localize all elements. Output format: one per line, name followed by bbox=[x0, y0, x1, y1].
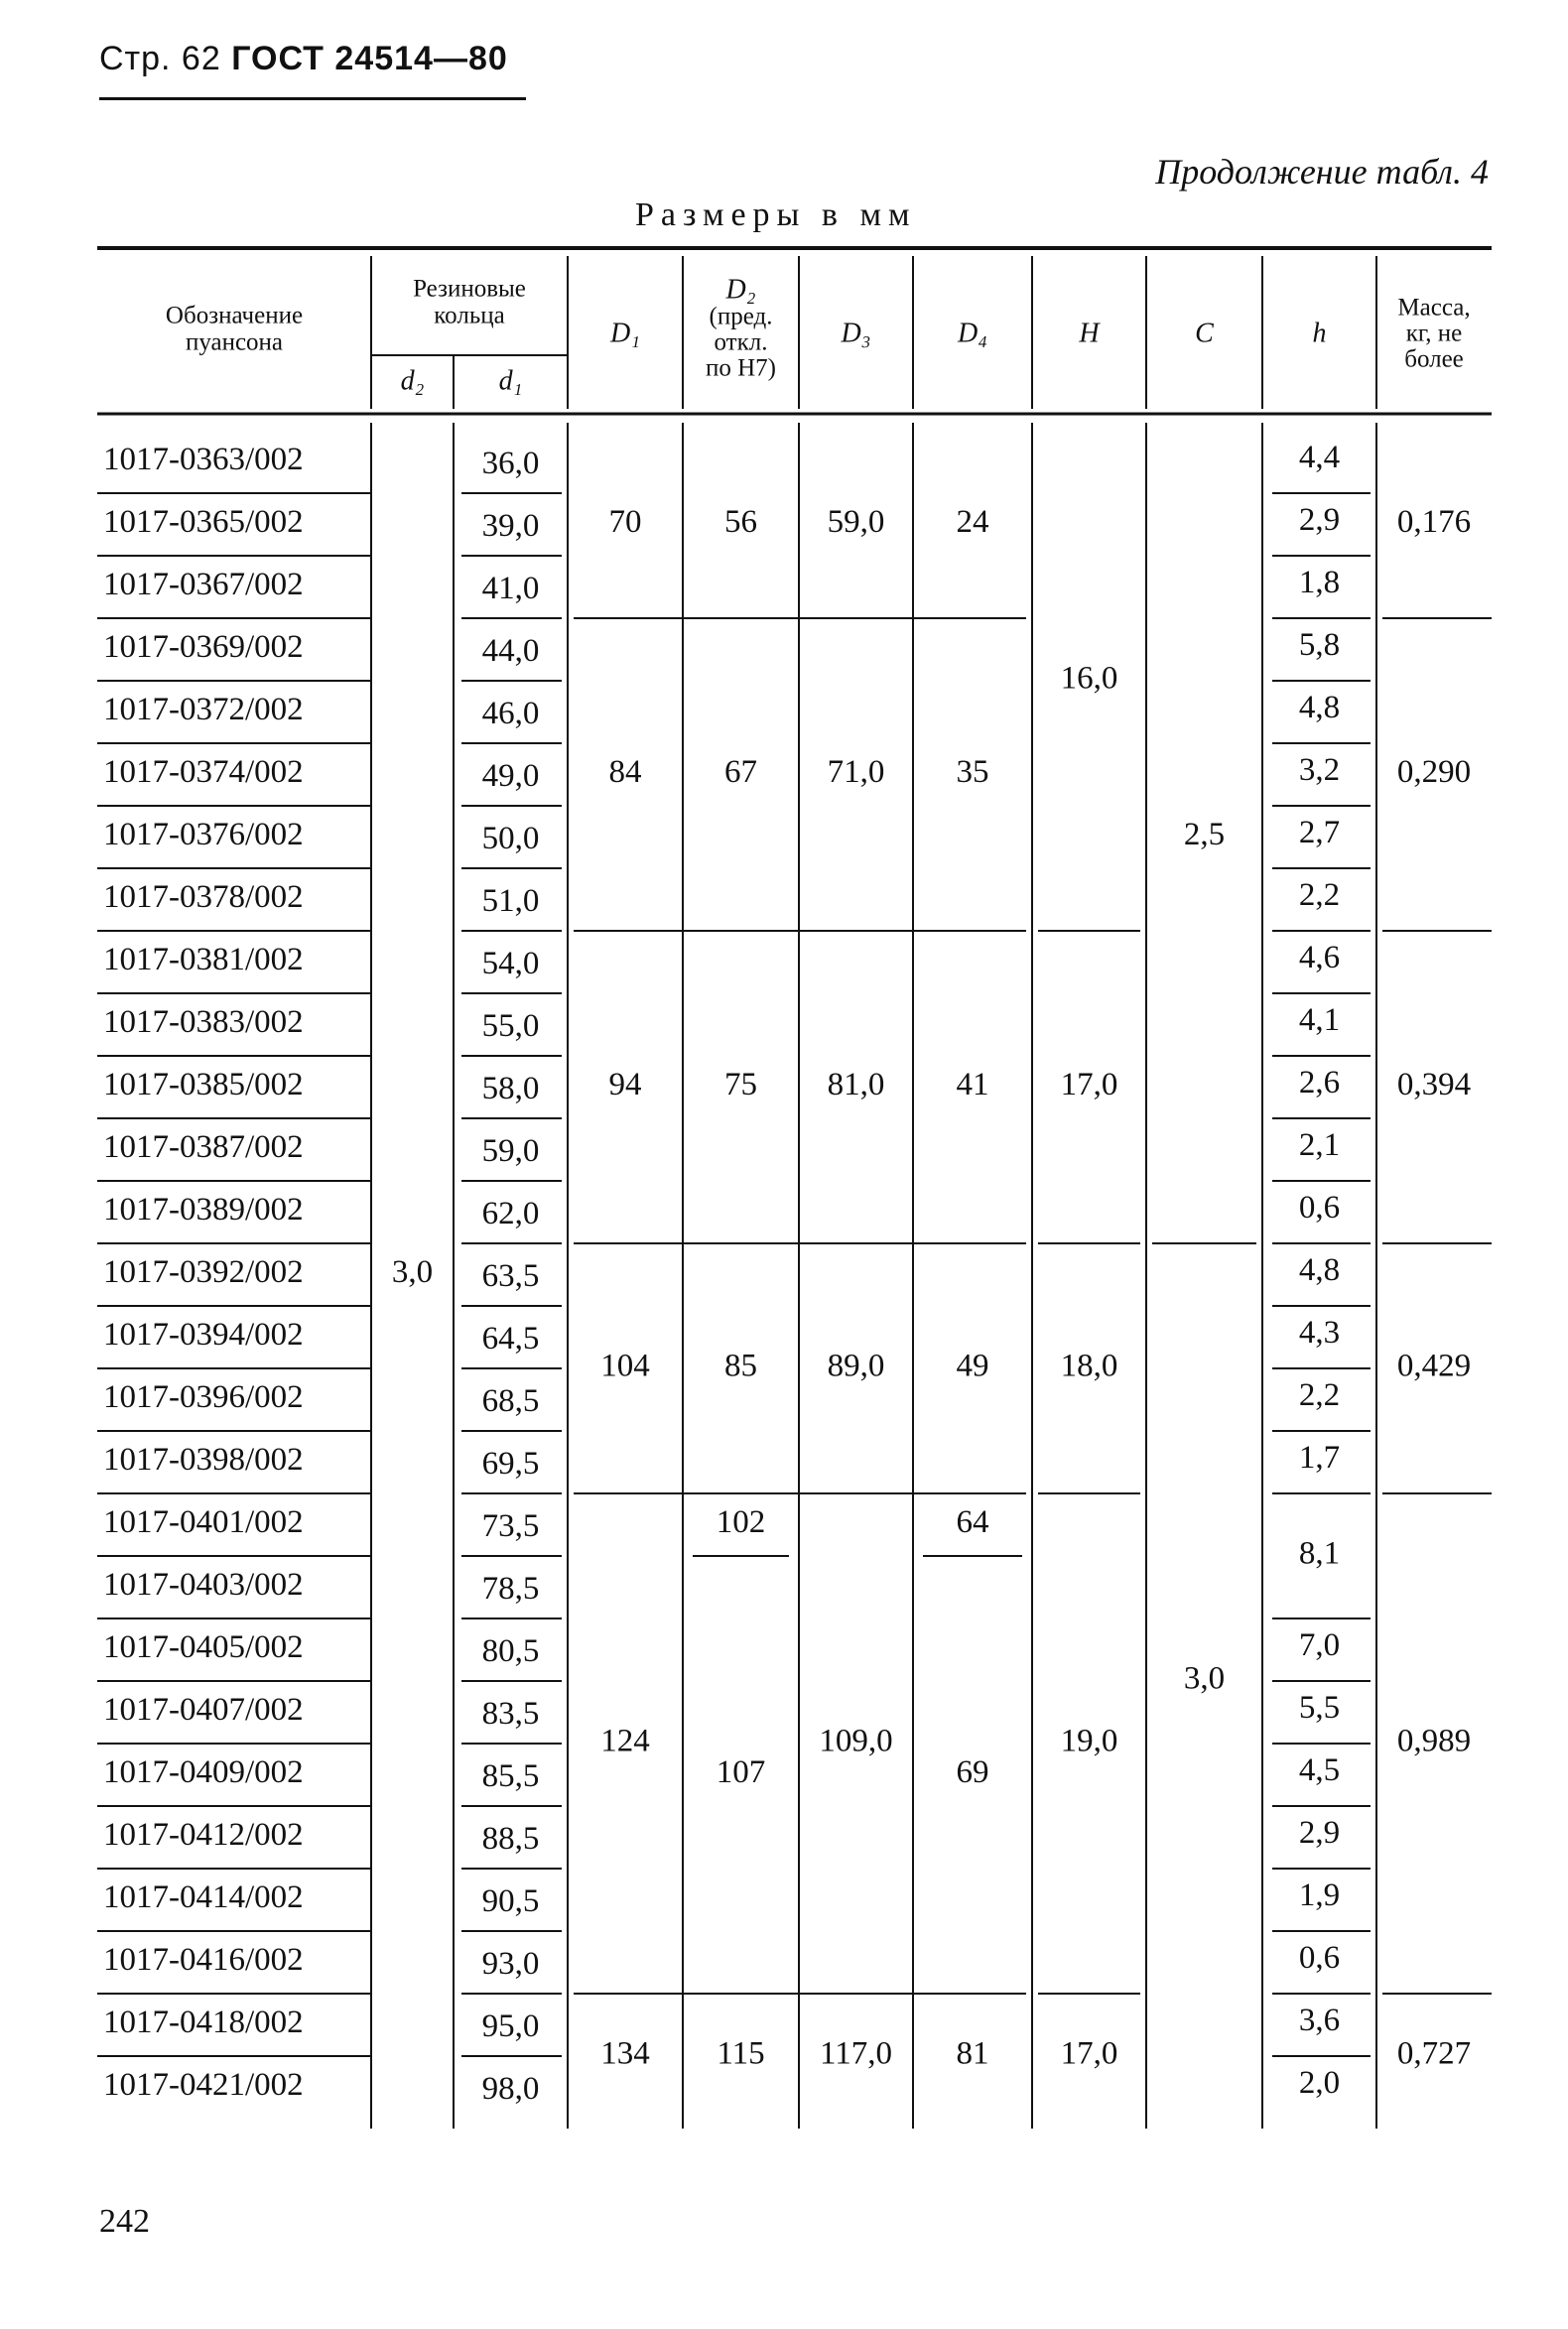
h-value: 7,0 bbox=[1298, 1627, 1341, 1664]
d1-value: 85,5 bbox=[481, 1758, 540, 1795]
h-value: 4,3 bbox=[1298, 1315, 1341, 1352]
C-value: 2,5 bbox=[1183, 817, 1226, 853]
punch-designation: 1017-0385/002 bbox=[103, 1067, 304, 1103]
d1-value: 59,0 bbox=[481, 1133, 540, 1170]
mass-value: 0,989 bbox=[1396, 1723, 1472, 1759]
D2-value: 102 bbox=[716, 1504, 766, 1541]
D3-value: 59,0 bbox=[827, 504, 885, 541]
punch-designation: 1017-0398/002 bbox=[103, 1442, 304, 1479]
punch-designation: 1017-0396/002 bbox=[103, 1379, 304, 1416]
d1-value: 69,5 bbox=[481, 1446, 540, 1483]
d1-value: 83,5 bbox=[481, 1696, 540, 1733]
col-header-rubber-rings: кольца bbox=[434, 302, 505, 329]
punch-designation: 1017-0381/002 bbox=[103, 942, 304, 978]
d1-value: 95,0 bbox=[481, 2008, 540, 2045]
d1-value: 39,0 bbox=[481, 508, 540, 545]
punch-designation: 1017-0401/002 bbox=[103, 1504, 304, 1541]
punch-designation: 1017-0389/002 bbox=[103, 1192, 304, 1229]
col-header-mass: Масса, bbox=[1397, 294, 1471, 322]
col-header-D1: D₁ bbox=[610, 318, 640, 349]
h-value: 5,5 bbox=[1298, 1690, 1341, 1727]
d1-value: 62,0 bbox=[481, 1196, 540, 1232]
h-value: 1,8 bbox=[1298, 565, 1341, 601]
d2-value: 3,0 bbox=[391, 1254, 434, 1291]
punch-designation: 1017-0403/002 bbox=[103, 1567, 304, 1604]
D3-value: 109,0 bbox=[819, 1723, 893, 1759]
D1-value: 104 bbox=[600, 1348, 650, 1384]
punch-designation: 1017-0405/002 bbox=[103, 1629, 304, 1666]
punch-designation: 1017-0365/002 bbox=[103, 504, 304, 541]
D1-value: 134 bbox=[600, 2035, 650, 2072]
D4-value: 69 bbox=[956, 1754, 989, 1791]
d1-value: 51,0 bbox=[481, 883, 540, 920]
d1-value: 73,5 bbox=[481, 1508, 540, 1545]
d1-value: 44,0 bbox=[481, 633, 540, 670]
col-header-d2: d₂ bbox=[400, 365, 425, 397]
punch-designation: 1017-0421/002 bbox=[103, 2067, 304, 2104]
h-value: 2,9 bbox=[1298, 1815, 1341, 1852]
d1-value: 68,5 bbox=[481, 1383, 540, 1420]
h-value: 2,2 bbox=[1298, 877, 1341, 914]
h-value: 4,8 bbox=[1298, 690, 1341, 726]
D1-value: 94 bbox=[608, 1067, 642, 1103]
table-rules bbox=[97, 248, 1492, 2129]
d1-value: 41,0 bbox=[481, 571, 540, 607]
document-number: ГОСТ 24514—80 bbox=[231, 40, 508, 77]
col-header-designation: Обозначение bbox=[165, 302, 304, 329]
H-value: 16,0 bbox=[1060, 660, 1118, 697]
h-value: 2,6 bbox=[1298, 1065, 1341, 1101]
d1-value: 36,0 bbox=[481, 446, 540, 482]
h-value: 4,8 bbox=[1298, 1252, 1341, 1289]
D4-value: 64 bbox=[956, 1504, 989, 1541]
d1-value: 46,0 bbox=[481, 696, 540, 732]
D1-value: 124 bbox=[600, 1723, 650, 1759]
D4-value: 24 bbox=[956, 504, 989, 541]
h-value: 3,2 bbox=[1298, 752, 1341, 789]
d1-value: 55,0 bbox=[481, 1008, 540, 1045]
col-header-mass: кг, не bbox=[1405, 320, 1463, 347]
d1-value: 80,5 bbox=[481, 1633, 540, 1670]
punch-designation: 1017-0376/002 bbox=[103, 817, 304, 853]
H-value: 17,0 bbox=[1060, 2035, 1118, 2072]
punch-designation: 1017-0387/002 bbox=[103, 1129, 304, 1166]
col-header-D2: по H7) bbox=[705, 354, 777, 382]
d1-value: 78,5 bbox=[481, 1571, 540, 1608]
col-header-mass: более bbox=[1404, 345, 1464, 373]
table-text bbox=[103, 274, 1471, 2107]
col-header-C: C bbox=[1195, 318, 1214, 349]
col-header-D2: D₂ bbox=[725, 274, 756, 306]
h-value: 2,0 bbox=[1298, 2065, 1341, 2102]
col-header-H: H bbox=[1079, 318, 1100, 349]
d1-value: 98,0 bbox=[481, 2071, 540, 2108]
D2-value: 115 bbox=[717, 2035, 765, 2072]
D2-value: 75 bbox=[724, 1067, 757, 1103]
D2-value: 85 bbox=[724, 1348, 757, 1384]
D3-value: 89,0 bbox=[827, 1348, 885, 1384]
D1-value: 70 bbox=[608, 504, 642, 541]
punch-designation: 1017-0416/002 bbox=[103, 1942, 304, 1979]
punch-designation: 1017-0372/002 bbox=[103, 692, 304, 728]
punch-designation: 1017-0369/002 bbox=[103, 629, 304, 666]
punch-designation: 1017-0374/002 bbox=[103, 754, 304, 791]
col-header-D2: откл. bbox=[714, 328, 768, 356]
punch-designation: 1017-0367/002 bbox=[103, 567, 304, 603]
D2-value: 67 bbox=[724, 754, 757, 791]
D3-value: 71,0 bbox=[827, 754, 885, 791]
col-header-designation: пуансона bbox=[185, 328, 284, 356]
D3-value: 81,0 bbox=[827, 1067, 885, 1103]
h-value: 4,4 bbox=[1298, 440, 1341, 476]
D4-value: 35 bbox=[956, 754, 989, 791]
mass-value: 0,394 bbox=[1396, 1067, 1472, 1103]
h-value: 8,1 bbox=[1298, 1535, 1341, 1572]
d1-value: 88,5 bbox=[481, 1821, 540, 1858]
col-header-h: h bbox=[1312, 318, 1327, 349]
H-value: 19,0 bbox=[1060, 1723, 1118, 1759]
D1-value: 84 bbox=[608, 754, 642, 791]
h-value: 3,6 bbox=[1298, 2003, 1341, 2039]
h-value: 5,8 bbox=[1298, 627, 1341, 664]
d1-value: 90,5 bbox=[481, 1883, 540, 1920]
punch-designation: 1017-0363/002 bbox=[103, 442, 304, 478]
mass-value: 0,429 bbox=[1396, 1348, 1472, 1384]
col-header-D2: (пред. bbox=[709, 303, 773, 330]
H-value: 17,0 bbox=[1060, 1067, 1118, 1103]
h-value: 4,1 bbox=[1298, 1002, 1341, 1039]
punch-designation: 1017-0412/002 bbox=[103, 1817, 304, 1854]
h-value: 4,5 bbox=[1298, 1752, 1341, 1789]
h-value: 4,6 bbox=[1298, 940, 1341, 976]
mass-value: 0,727 bbox=[1396, 2035, 1472, 2072]
col-header-D4: D₄ bbox=[958, 318, 987, 349]
D4-value: 49 bbox=[956, 1348, 989, 1384]
punch-designation: 1017-0409/002 bbox=[103, 1754, 304, 1791]
D2-value: 107 bbox=[716, 1754, 766, 1791]
page-label: Стр. 62 bbox=[99, 40, 221, 77]
D4-value: 41 bbox=[956, 1067, 989, 1103]
col-header-d1: d₁ bbox=[498, 365, 523, 397]
units-caption: Размеры в мм bbox=[635, 196, 917, 233]
punch-designation: 1017-0418/002 bbox=[103, 2005, 304, 2041]
mass-value: 0,290 bbox=[1396, 754, 1472, 791]
h-value: 2,2 bbox=[1298, 1377, 1341, 1414]
H-value: 18,0 bbox=[1060, 1348, 1118, 1384]
d1-value: 64,5 bbox=[481, 1321, 540, 1358]
h-value: 2,7 bbox=[1298, 815, 1341, 851]
D4-value: 81 bbox=[956, 2035, 989, 2072]
d1-value: 93,0 bbox=[481, 1946, 540, 1983]
table-continuation-label: Продолжение табл. 4 bbox=[1155, 152, 1489, 192]
punch-designation: 1017-0378/002 bbox=[103, 879, 304, 916]
punch-designation: 1017-0394/002 bbox=[103, 1317, 304, 1354]
d1-value: 63,5 bbox=[481, 1258, 540, 1295]
h-value: 2,9 bbox=[1298, 502, 1341, 539]
d1-value: 58,0 bbox=[481, 1071, 540, 1107]
h-value: 1,7 bbox=[1298, 1440, 1341, 1477]
h-value: 0,6 bbox=[1298, 1940, 1341, 1977]
D3-value: 117,0 bbox=[819, 2035, 893, 2072]
punch-designation: 1017-0392/002 bbox=[103, 1254, 304, 1291]
punch-designation: 1017-0414/002 bbox=[103, 1879, 304, 1916]
page-number: 242 bbox=[99, 2203, 150, 2240]
d1-value: 54,0 bbox=[481, 946, 540, 982]
C-value: 3,0 bbox=[1183, 1660, 1226, 1697]
h-value: 2,1 bbox=[1298, 1127, 1341, 1164]
D2-value: 56 bbox=[724, 504, 757, 541]
col-header-D3: D₃ bbox=[841, 318, 871, 349]
h-value: 1,9 bbox=[1298, 1877, 1341, 1914]
h-value: 0,6 bbox=[1298, 1190, 1341, 1227]
punch-designation: 1017-0383/002 bbox=[103, 1004, 304, 1041]
d1-value: 49,0 bbox=[481, 758, 540, 795]
mass-value: 0,176 bbox=[1396, 504, 1472, 541]
d1-value: 50,0 bbox=[481, 821, 540, 857]
col-header-rubber-rings: Резиновые bbox=[413, 275, 526, 303]
punch-designation: 1017-0407/002 bbox=[103, 1692, 304, 1729]
